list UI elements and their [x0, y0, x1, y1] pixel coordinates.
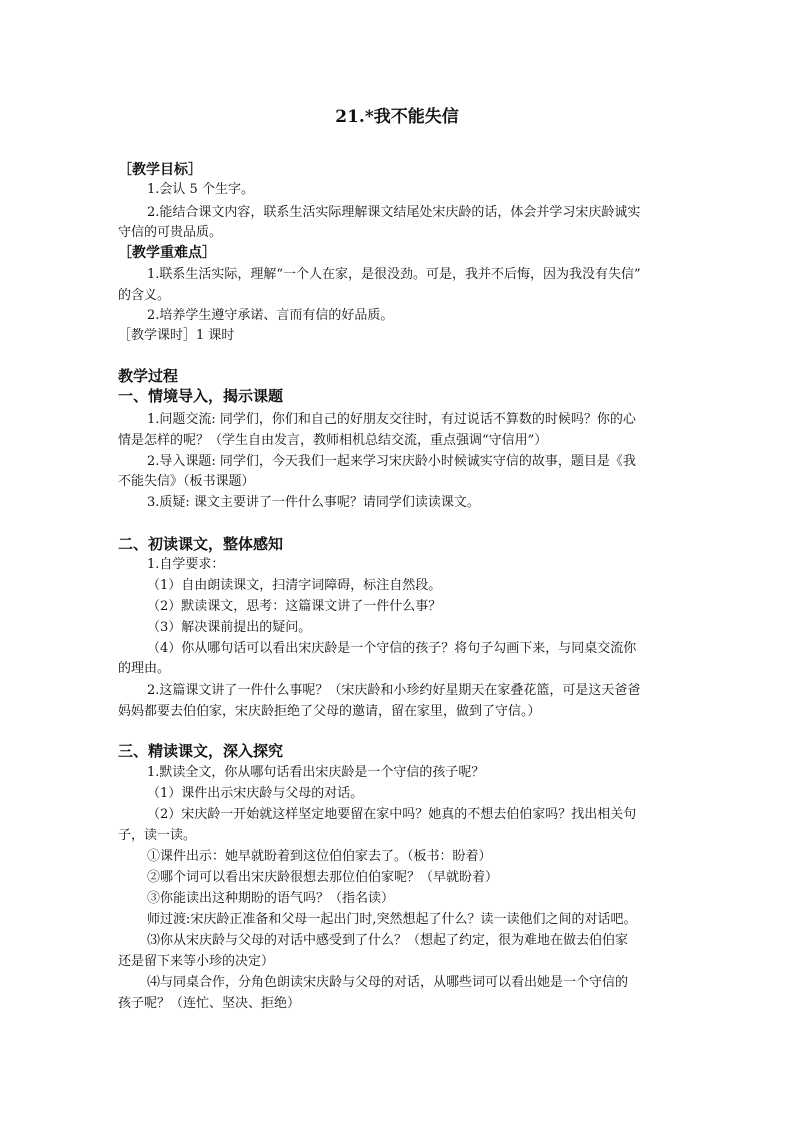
key-heading: ［教学重难点］ — [118, 245, 216, 261]
p2-item-1-1: （1）自由朗读课文，扫清字词障碍，标注自然段。 — [147, 578, 442, 593]
part2-heading: 二、初读课文，整体感知 — [118, 535, 284, 553]
p2-item-1-2: （2）默读课文，思考：这篇课文讲了一件什么事？ — [147, 599, 442, 614]
p3-item-3: ⑶你从宋庆龄与父母的对话中感受到了什么？（想起了约定，很为难地在做去伯伯家 — [147, 933, 629, 948]
p1-item-1: 1.问题交流: 同学们，你们和自己的好朋友交往时，有过说话不算数的时候吗？你的心 — [147, 412, 636, 427]
p3-item-4: ⑷与同桌合作，分角色朗读宋庆龄与父母的对话，从哪些词可以看出她是一个守信的 — [147, 975, 629, 990]
p1-item-1-cont: 情是怎样的呢？（学生自由发言，教师相机总结交流，重点强调“守信用”） — [118, 433, 548, 448]
p3-item-1-2: （2）宋庆龄一开始就这样坚定地要留在家中吗？她真的不想去伯伯家吗？找出相关句 — [147, 807, 637, 822]
part3-heading: 三、精读课文，深入探究 — [118, 742, 284, 760]
process-heading: 教学过程 — [118, 367, 179, 385]
goals-heading: ［教学目标］ — [118, 162, 202, 178]
p2-item-1-4-cont: 的理由。 — [118, 661, 171, 676]
key-1: 1.联系生活实际，理解“一个人在家，是很没劲。可是，我并不后悔，因为我没有失信” — [147, 267, 641, 282]
p3-item-1-1: （1）课件出示宋庆龄与父母的对话。 — [147, 786, 364, 801]
p3-transition: 师过渡:宋庆龄正准备和父母一起出门时,突然想起了什么？读一读他们之间的对话吧。 — [147, 912, 637, 927]
p3-circled-2: ②哪个词可以看出宋庆龄很想去那位伯伯家呢？（早就盼着） — [147, 870, 499, 885]
goal-2: 2.能结合课文内容，联系生活实际理解课文结尾处宋庆龄的话，体会并学习宋庆龄诚实 — [147, 205, 641, 220]
p2-item-1-3: （3）解决课前提出的疑问。 — [147, 620, 312, 635]
p2-item-2: 2.这篇课文讲了一件什么事呢？（宋庆龄和小珍约好星期天在家叠花篮，可是这天爸爸 — [147, 683, 641, 698]
p3-circled-3: ③你能读出这种期盼的语气吗？（指名读） — [147, 891, 395, 906]
p3-item-1: 1.默读全文，你从哪句话看出宋庆龄是一个守信的孩子呢？ — [147, 765, 485, 780]
key-1-cont: 的含义。 — [118, 288, 171, 303]
page-title: 21.*我不能失信 — [335, 107, 459, 127]
p3-item-1-2-cont: 子，读一读。 — [118, 828, 197, 843]
p2-item-2-cont: 妈妈都要去伯伯家，宋庆龄拒绝了父母的邀请，留在家里，做到了守信。） — [118, 704, 541, 719]
goal-2-cont: 守信的可贵品质。 — [118, 225, 223, 240]
p3-circled-1: ①课件出示：她早就盼着到这位伯伯家去了。（板书：盼着） — [147, 849, 492, 864]
p3-item-4-cont: 孩子呢？（连忙、坚决、拒绝） — [118, 996, 301, 1011]
part1-heading: 一、情境导入，揭示课题 — [118, 387, 284, 405]
p2-item-1: 1.自学要求： — [147, 557, 225, 572]
key-2: 2.培养学生遵守承诺、言而有信的好品质。 — [147, 308, 394, 323]
p3-item-3-cont: 还是留下来等小珍的决定） — [118, 954, 275, 969]
class-hours: ［教学课时］1 课时 — [118, 328, 235, 343]
p1-item-2-cont: 不能失信》（板书课题） — [118, 474, 255, 489]
p2-item-1-4: （4）你从哪句话可以看出宋庆龄是一个守信的孩子？将句子勾画下来，与同桌交流你 — [147, 641, 637, 656]
goal-1: 1.会认 5 个生字。 — [147, 182, 254, 197]
p1-item-3: 3.质疑: 课文主要讲了一件什么事呢？请同学们读读课文。 — [147, 495, 480, 510]
p1-item-2: 2.导入课题: 同学们，今天我们一起来学习宋庆龄小时候诚实守信的故事，题目是《我 — [147, 454, 636, 469]
